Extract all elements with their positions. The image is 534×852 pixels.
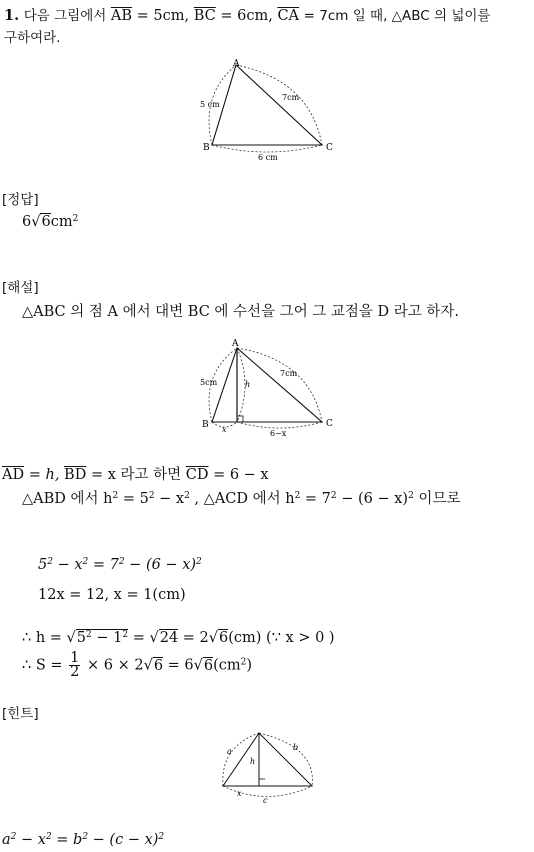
svg-text:x: x bbox=[222, 425, 227, 434]
solution-header: [해설] bbox=[2, 280, 39, 296]
side-ac-label: 7cm bbox=[282, 93, 300, 102]
problem-number: 1. bbox=[4, 7, 20, 24]
area-result: ∴ S = $\frac{1}{2}$ × $6 \times 2√6 = 6√6(cm^2)$ bbox=[22, 650, 253, 680]
vertex-b-label: B bbox=[203, 143, 210, 153]
problem-line-2: 구하여라. bbox=[4, 30, 61, 46]
height-result: ∴ $h = √5^2 - 1^2 = √24 = 2√6(cm)$ (∵ x > 0 ) bbox=[22, 630, 335, 646]
svg-text:A: A bbox=[232, 339, 239, 349]
equation-1: $5^2 - x^2 = 7^2 - (6 - x)^2$ bbox=[38, 557, 202, 573]
svg-text:a: a bbox=[227, 747, 232, 756]
one-half-fraction: $\frac{1}{2}$ bbox=[70, 650, 80, 680]
svg-text:C: C bbox=[326, 419, 333, 429]
side-bc-label: 6 cm bbox=[258, 153, 278, 162]
svg-text:B: B bbox=[202, 420, 209, 430]
svg-text:b: b bbox=[293, 743, 299, 752]
problem-line-1: 1. 다음 그림에서 $\overline{AB} = 5cm$, $\overline{BC} = 6cm$, $\overline{CA} = 7cm$ 일 때, △ABC 의 넓이를 bbox=[4, 7, 491, 24]
vertex-a-label: A bbox=[233, 59, 240, 69]
side-ab-label: 5 cm bbox=[200, 100, 220, 109]
answer-value: $6√6cm^2$ bbox=[22, 214, 79, 230]
hint-equation: $a^2 - x^2 = b^2 - (c - x)^2$ bbox=[2, 832, 165, 848]
svg-text:7cm: 7cm bbox=[280, 369, 298, 378]
solution-pythagoras-line: △ABD 에서 $h^2 = 5^2 - x^2$ , △ACD 에서 $h^2 = 7^2 - (6 - x)^2$ 이므로 bbox=[22, 491, 461, 507]
triangle-figure bbox=[190, 55, 350, 163]
vertex-c-label: C bbox=[326, 143, 333, 153]
svg-text:5cm: 5cm bbox=[200, 378, 218, 387]
equation-2: 12x = 12, x = 1(cm) bbox=[38, 587, 186, 603]
svg-text:h: h bbox=[245, 380, 251, 389]
answer-header: [정답] bbox=[2, 192, 39, 208]
altitude-figure bbox=[195, 335, 345, 440]
solution-definitions: $\overline{AD} = h$, $\overline{BD} = x$ 라고 하면 $\overline{CD} = 6 - x$ bbox=[2, 467, 269, 483]
svg-text:c: c bbox=[263, 796, 268, 805]
svg-text:h: h bbox=[250, 757, 256, 766]
hint-figure bbox=[215, 727, 325, 807]
hint-header: [힌트] bbox=[2, 706, 39, 722]
solution-line-1: △ABC 의 점 A 에서 대변 BC 에 수선을 그어 그 교점을 D 라고 하자. bbox=[22, 304, 460, 320]
svg-text:x: x bbox=[237, 789, 242, 798]
svg-text:6−x: 6−x bbox=[270, 429, 287, 438]
